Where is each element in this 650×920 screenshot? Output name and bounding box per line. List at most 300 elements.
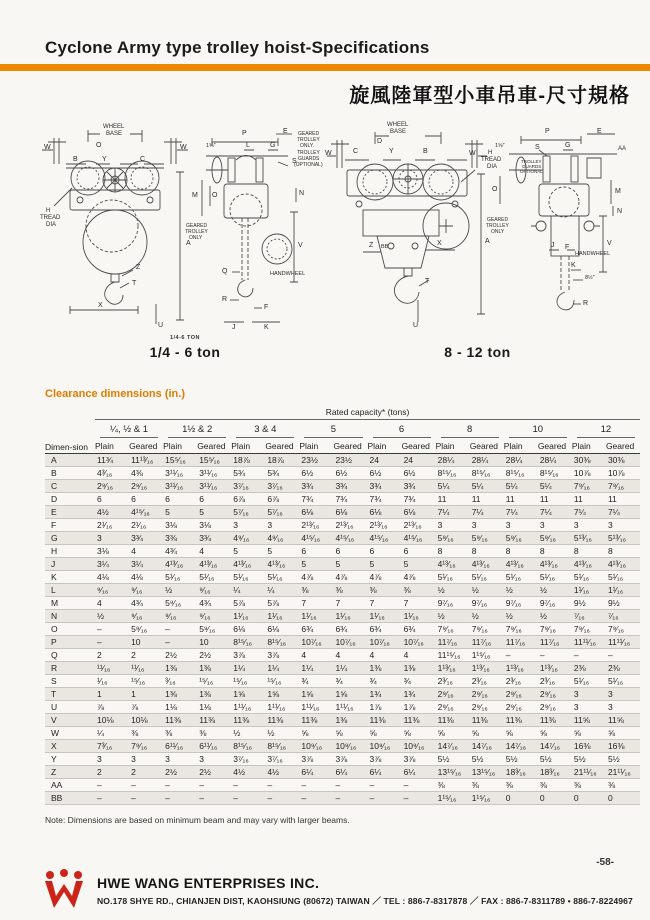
value-cell: 6 [403,546,409,556]
dimension-cell: Z [51,767,57,777]
value-cell: 3 [539,520,545,530]
value-cell: 1⅜ [165,689,177,699]
value-cell: 13¹⁵⁄₁₆ [471,767,496,777]
value-cell: 5¹⁄₁₆ [471,572,487,582]
capacity-group-header: 5 [299,420,367,440]
dimension-cell: N [51,611,58,621]
table-row [45,480,640,493]
value-cell: 7⁹⁄₁₆ [573,624,590,634]
value-cell: 18³⁄₁₆ [505,767,526,777]
company-logo-icon [42,868,88,919]
dimension-cell: X [51,741,57,751]
drawing-label: W [44,144,51,151]
value-cell: 3⁷⁄₁₆ [267,481,283,491]
value-cell: 15⁵⁄₁₆ [165,455,186,465]
value-cell: 11 [471,494,481,504]
value-cell: ½ [539,611,547,621]
value-cell: – [301,793,307,803]
value-cell: 8 [607,546,613,556]
dimensions-table-body [45,454,640,805]
drawing-label: TROLLEY [521,159,542,164]
table-row [45,701,640,714]
value-cell: 10⁷⁄₁₆ [301,637,322,647]
value-cell: 1¹⁵⁄₁₆ [471,650,491,660]
value-cell: – [199,793,204,803]
value-cell: 21¹¹⁄₁₆ [573,767,597,777]
value-cell: ¾ [335,676,343,686]
capacity-group-header: 6 [368,420,436,440]
value-cell: 2¹³⁄₁₆ [369,520,388,530]
value-cell: 28¼ [437,455,455,465]
value-cell: 3⁷⁄₁₆ [233,754,249,764]
value-cell: 5¼ [505,481,518,491]
drawing-label: TREAD [481,157,502,163]
value-cell: 9⁷⁄₁₆ [437,598,454,608]
value-cell: 5¹⁄₁₆ [505,572,522,582]
dimension-cell: H [51,546,58,556]
drawing-label: J [232,324,236,331]
value-cell: 16⅜ [607,741,625,751]
capacity-group-header: 10 [504,420,572,440]
drawing-label: TROLLEY [185,229,208,235]
value-cell: 0 [505,793,511,803]
value-cell: – [97,624,102,634]
value-cell: 7¼ [607,507,620,517]
value-cell: 1⅝ [301,689,314,699]
value-cell: 5⁷⁄₁₆ [267,507,283,517]
table-row [45,545,640,558]
value-cell: – [573,650,579,660]
value-cell: 2 [97,767,102,777]
value-cell: 4 [335,650,341,660]
value-cell: 11 [437,494,447,504]
table-row [45,467,640,480]
drawing-label: T [425,278,430,285]
value-cell: 2½ [165,650,177,660]
value-cell: 8 [573,546,579,556]
value-cell: 4⅞ [369,572,382,582]
value-cell: 5½ [573,754,586,764]
drawing-label: 1¾″ [206,143,216,149]
drawing-label: ONLY [189,235,203,241]
table-row [45,597,640,610]
value-cell: 4 [301,650,307,660]
drawing-label: O [212,192,218,199]
value-cell: 5⅞ [267,598,280,608]
value-cell: – [369,793,375,803]
value-cell: 7⁹⁄₁₆ [607,481,625,491]
dimension-cell: L [51,585,56,595]
value-cell: ⅝ [573,728,581,738]
dimension-cell: Q [51,650,58,660]
value-cell: 5¹⁄₁₆ [267,572,283,582]
value-cell: 5½ [471,754,484,764]
value-cell: 5 [335,559,341,569]
value-cell: 6½ [403,468,416,478]
value-cell: 6¹¹⁄₁₆ [165,741,184,751]
value-cell: 28¼ [505,455,523,465]
value-cell: – [165,624,170,634]
drawing-label: Y [102,156,107,163]
table-row [45,792,640,805]
drawing-label: K [264,324,269,331]
value-cell: 3 [573,689,579,699]
value-cell: 4¹³⁄₁₆ [539,559,558,569]
value-cell: 28¼ [539,455,557,465]
drawing-label: BASE [106,131,123,137]
value-cell: 2¹³⁄₁₆ [301,520,320,530]
drawing-label: X [98,302,103,309]
capacity-group-header: ¼, ½ & 1 [95,420,163,440]
value-cell: 6½ [335,468,348,478]
drawing-label: GEARED [186,223,208,229]
value-cell: 7¾ [403,494,416,504]
value-cell: 7⁹⁄₁₆ [437,624,454,634]
value-cell: 2⁹⁄₁₆ [505,702,522,712]
value-cell: ½ [539,585,547,595]
drawing-label: P [242,130,247,137]
value-cell: ⅜ [573,780,581,790]
value-cell: 14⁷⁄₁₆ [437,741,458,751]
value-cell: 0 [607,793,613,803]
value-cell: 18⅞ [233,455,250,465]
value-cell: 5 [267,546,273,556]
value-cell: ⅝ [301,728,309,738]
value-cell: 2⁹⁄₁₆ [437,702,454,712]
drawing-label: H [46,208,51,214]
value-cell: 10⁷⁄₁₆ [335,637,356,647]
value-cell: ¹¹⁄₁₆ [97,663,111,673]
value-cell: 1¼ [267,663,280,673]
value-cell: 3 [573,520,579,530]
value-cell: 5¹³⁄₁₆ [573,533,592,543]
value-cell: 21¹¹⁄₁₆ [607,767,631,777]
value-cell: 7¼ [539,507,552,517]
value-cell: ¹⁵⁄₁₆ [131,676,146,686]
value-cell: 5¼ [471,481,484,491]
value-cell: 3⁷⁄₁₆ [267,754,283,764]
value-cell: 5¹⁄₁₆ [165,572,181,582]
capacity-group-header: 8 [436,420,504,440]
drawing-label: N [299,190,305,197]
value-cell: 11⅜ [539,715,556,725]
value-cell: – [301,780,307,790]
value-cell: ⅞ [97,702,105,712]
value-cell: 11¹¹⁄₁₆ [607,637,631,647]
value-cell: – [131,780,136,790]
value-cell: 2¹⁄₁₆ [97,520,113,530]
value-cell: 4⅛ [131,572,143,582]
value-cell: 6⅛ [335,507,348,517]
value-cell: 3¾ [369,481,382,491]
table-row [45,753,640,766]
value-cell: 7 [369,598,375,608]
subheader-cell: Plain [436,439,470,454]
drawing-label: Z [136,264,141,271]
value-cell: 14⁷⁄₁₆ [505,741,526,751]
value-cell: 11⅜ [505,715,522,725]
drawing-label: W [180,144,187,151]
value-cell: 7⁹⁄₁₆ [131,741,148,751]
value-cell: 6 [369,546,375,556]
value-cell: 9⁷⁄₁₆ [505,598,522,608]
value-cell: 1⅜ [199,689,212,699]
value-cell: 6¼ [403,767,416,777]
subheader-cell: Plain [95,439,129,454]
value-cell: ⅜ [165,728,173,738]
value-cell: 4³⁄₁₆ [97,468,113,478]
value-cell: 4¹³⁄₁₆ [267,559,286,569]
value-cell: 8 [437,546,443,556]
value-cell: 11 [573,494,583,504]
dimension-cell: E [51,507,57,517]
value-cell: 1¹³⁄₁₆ [471,663,490,673]
value-cell: 1¼ [335,663,348,673]
value-cell: 11 [539,494,549,504]
value-cell: 3¹¹⁄₁₆ [199,481,218,491]
dimension-cell: R [51,663,58,673]
drawing-label: U [413,322,419,329]
value-cell: 5¹⁄₁₆ [199,572,215,582]
value-cell: 7¾ [369,494,382,504]
value-cell: 5½ [437,754,450,764]
value-cell: 1⅞ [369,702,382,712]
value-cell: 1⅝ [233,689,246,699]
value-cell: 10⅛ [131,715,148,725]
value-cell: ⁹⁄₁₆ [97,585,109,595]
drawing-label: BB [381,244,389,250]
subheader-cell: Plain [163,439,197,454]
value-cell: 7¼ [573,507,586,517]
value-cell: ⅝ [539,728,547,738]
value-cell: 3¹¹⁄₁₆ [165,481,184,491]
drawing-label: GEARED [298,131,320,137]
value-cell: 6 [165,494,170,504]
value-cell: 10 [199,637,209,647]
value-cell: 3¾ [199,533,212,543]
value-cell: 3⅞ [233,650,246,660]
value-cell: 4¹³⁄₁₆ [165,559,184,569]
value-cell: 3¹¹⁄₁₆ [165,468,184,478]
value-cell: 11⅝ [573,715,590,725]
value-cell: ⅜ [403,585,411,595]
value-cell: 6¼ [335,767,348,777]
drawing-label: HANDWHEEL [575,251,611,257]
drawing-label: G [565,142,571,149]
value-cell: ⅞ [131,702,139,712]
value-cell: 1¹⁄₁₆ [607,585,624,595]
value-cell: 1¹⁄₁₆ [233,611,249,621]
value-cell: 7¼ [437,507,450,517]
value-cell: 11⅜ [233,715,250,725]
table-row [45,675,640,688]
value-cell: 11⅜ [437,715,454,725]
value-cell: 5⁹⁄₁₆ [505,533,522,543]
dimension-cell: F [51,520,57,530]
value-cell: 1⅜ [403,663,416,673]
capacity-group-header: 12 [572,420,640,440]
value-cell: – [165,793,170,803]
dimension-cell: W [51,728,60,738]
value-cell: 1¹⁄₁₆ [301,611,317,621]
value-cell: 4⅞ [335,572,348,582]
value-cell: 0 [573,793,579,803]
table-row [45,584,640,597]
value-cell: 5 [369,559,375,569]
drawing-label: Q [222,268,228,275]
dimension-cell: J [51,559,56,569]
drawing-label: (OPTIONAL) [294,162,323,168]
subheader-cell: Geared [538,439,572,454]
dimension-cell: U [51,702,58,712]
value-cell: 5¾ [267,468,280,478]
value-cell: 5½ [539,754,552,764]
value-cell: 8¹⁵⁄₁₆ [539,468,559,478]
value-cell: 11 [607,494,617,504]
value-cell: 11⅝ [607,715,624,725]
drawing-label: U [158,322,164,329]
value-cell: 4¹³⁄₁₆ [199,559,218,569]
value-cell: 2³⁄₁₆ [539,676,556,686]
value-cell: 6 [301,546,307,556]
drawing-label: B [73,156,78,163]
value-cell: 5 [199,507,204,517]
drawing-label: DIA [46,222,57,228]
value-cell: 8¹⁵⁄₁₆ [437,468,457,478]
table-row [45,727,640,740]
value-cell: 1 [97,689,102,699]
value-cell: 11⅜ [471,715,488,725]
value-cell: 11⅜ [165,715,182,725]
value-cell: ⅜ [539,780,547,790]
value-cell: 10⁹⁄₁₆ [301,741,323,751]
value-cell: 7⁹⁄₁₆ [539,624,556,634]
value-cell: ³⁄₁₆ [165,676,176,686]
value-cell: 1¹³⁄₁₆ [505,663,524,673]
value-cell: 3 [607,520,613,530]
value-cell: 1⅛ [199,702,212,712]
value-cell: 2³⁄₁₆ [437,676,453,686]
value-cell: 3⅞ [369,754,382,764]
drawing-label: S [535,144,540,151]
value-cell: ⅜ [301,585,309,595]
value-cell: 4¹³⁄₁₆ [573,559,592,569]
value-cell: ¾ [403,676,411,686]
value-cell: 7⁹⁄₁₆ [505,624,522,634]
drawing-label: 1⅝″ [495,143,505,149]
drawing-label: OPTIONAL [520,169,543,174]
value-cell: 2 [131,650,136,660]
value-cell: – [97,780,102,790]
value-cell: ⅝ [471,728,479,738]
value-cell: ½ [471,611,479,621]
dimension-cell: V [51,715,57,725]
drawing-label: Z [369,242,374,249]
value-cell: 3 [505,520,511,530]
value-cell: 1¼ [233,663,246,673]
value-cell: ⁹⁄₁₆ [199,585,211,595]
dimension-cell: K [51,572,57,582]
drawing-left-caption: 1/4 - 6 ton [149,344,221,360]
value-cell: 11⁷⁄₁₆ [505,637,526,647]
value-cell: 1¹⁵⁄₁₆ [437,793,457,803]
value-cell: 9½ [573,598,586,608]
value-cell: 1⅝ [335,689,348,699]
value-cell: 5¾ [233,468,246,478]
value-cell: 4 [97,598,102,608]
value-cell: – [267,793,273,803]
value-cell: 6½ [369,468,382,478]
value-cell: 0 [539,793,545,803]
value-cell: 8 [539,546,545,556]
value-cell: 8 [505,546,511,556]
value-cell: 1¹¹⁄₁₆ [301,702,320,712]
capacity-group-header: 3 & 4 [231,420,299,440]
value-cell: ½ [437,585,445,595]
value-cell: 11⅜ [301,715,318,725]
value-cell: ⅜ [199,728,207,738]
value-cell: ⅝ [607,728,616,738]
value-cell: 18⅞ [267,455,284,465]
drawing-label: K [571,262,576,269]
value-cell: 4¹³⁄₁₆ [505,559,524,569]
value-cell: 9½ [607,598,620,608]
value-cell: ⅝ [403,728,411,738]
value-cell: ⅜ [505,780,513,790]
value-cell: 7¼ [505,507,518,517]
value-cell: 11¾ [97,455,113,465]
table-row [45,506,640,519]
company-address: NO.178 SHYE RD., CHIANJEN DIST, KAOHSIUNG (80672) TAIWAN ／ TEL : 886-7-8317878 ／ FAX : 886-7-8311789 • 886-7-8224967 [97,896,633,906]
value-cell: ½ [505,611,513,621]
value-cell: 6¾ [369,624,382,634]
value-cell: 11¹¹⁄₁₆ [573,637,597,647]
dimension-cell: O [51,624,58,634]
drawing-label: DIA [487,164,498,170]
value-cell: 11⁷⁄₁₆ [539,637,560,647]
value-cell: 10⁹⁄₁₆ [403,741,425,751]
value-cell: ¹⁄₁₆ [97,676,108,686]
subheader-cell: Plain [572,439,606,454]
value-cell: 6 [335,546,341,556]
dimension-cell: Y [51,754,57,764]
value-cell: ⅝ [437,728,445,738]
value-cell: 1⅜ [165,663,177,673]
accent-bar [0,64,650,71]
value-cell: 7 [403,598,409,608]
value-cell: 5 [301,559,307,569]
drawing-label: ONLY. [300,143,314,149]
value-cell: 2⁹⁄₁₆ [471,689,488,699]
value-cell: 15⁵⁄₁₆ [199,455,220,465]
dimension-cell: B [51,468,57,478]
value-cell: ½ [437,611,445,621]
hoist-drawing-graphic [40,122,330,332]
value-cell: 8¹⁵⁄₁₆ [267,741,287,751]
company-name: HWE WANG ENTERPRISES INC. [97,875,320,891]
value-cell: 5¼ [539,481,552,491]
value-cell: ⅜ [437,780,445,790]
drawing-label: GUARDS [298,156,320,162]
drawing-label: M [192,192,198,199]
dimension-cell: AA [51,780,63,790]
value-cell: 10⅞ [573,468,591,478]
value-cell: 6¹¹⁄₁₆ [199,741,218,751]
value-cell: 16⅜ [573,741,591,751]
value-cell: 4⁹⁄₁₆ [267,533,284,543]
value-cell: ¾ [301,676,309,686]
value-cell: 5½ [505,754,518,764]
